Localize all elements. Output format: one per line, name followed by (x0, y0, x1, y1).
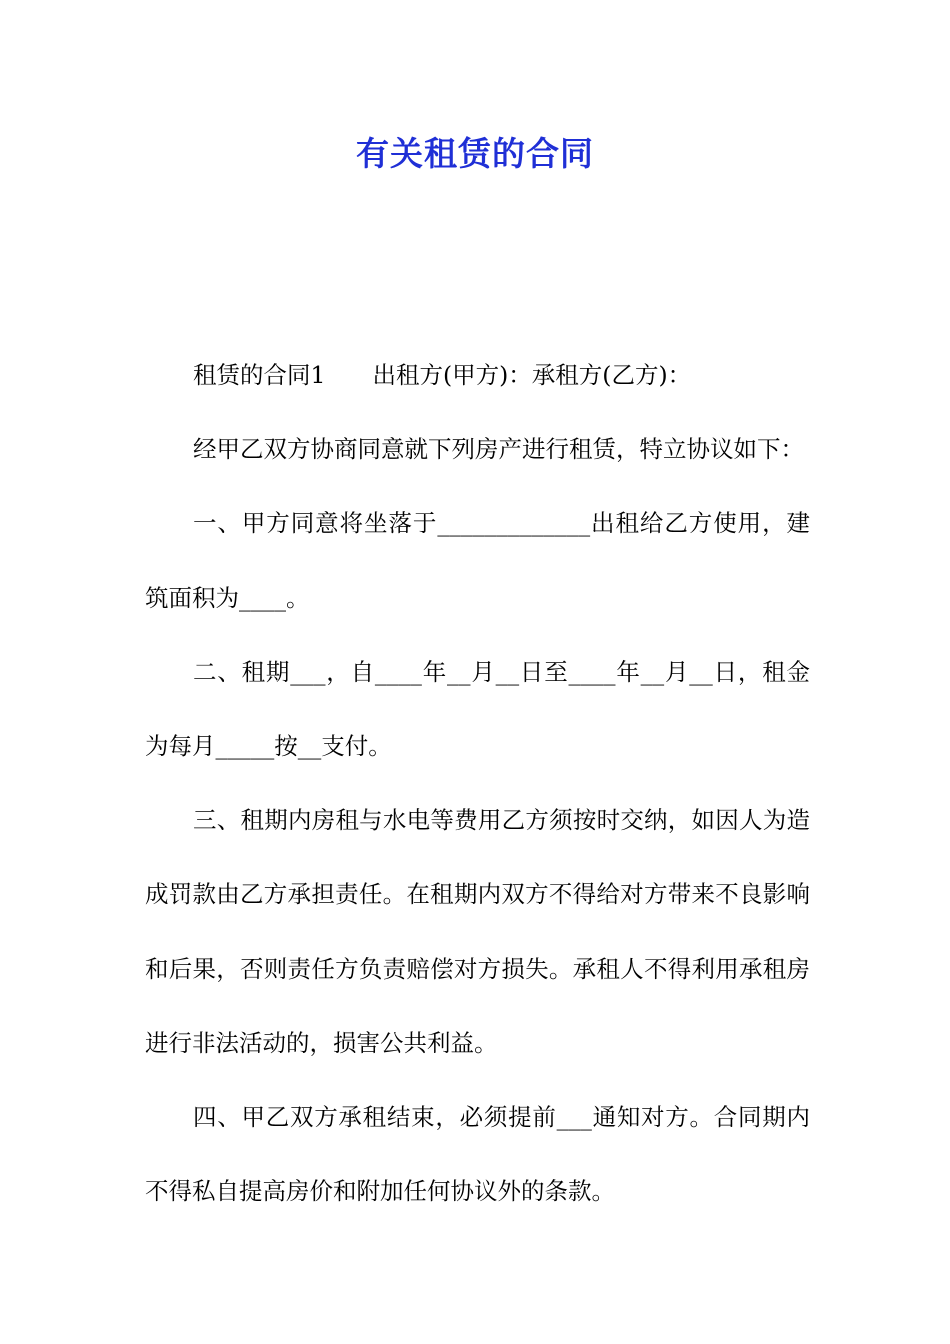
document-body (145, 338, 810, 1228)
paragraph-parties: 租赁的合同1 出租方(甲方)：承租方(乙方)： (193, 361, 692, 389)
paragraph-clause-3: 三、租期内房租与水电等费用乙方须按时交纳，如因人为造成罚款由乙方承担责任。在租期内双方不得给对方带来不良影响和后果，否则责任方负责赔偿对方损失。承租人不得利用承租房进行非法活动的，损害公共利益。 (145, 806, 810, 1057)
paragraph-clause-2: 二、租期___，自____年__月__日至____年__月__日，租金为每月_____按__支付。 (145, 657, 810, 761)
document-title: 有关租赁的合同 (356, 134, 594, 173)
paragraph-clause-4: 四、甲乙双方承租结束，必须提前___通知对方。合同期内不得私自提高房价和附加任何协议外的条款。 (145, 1103, 810, 1206)
paragraph-agreement-intro: 经甲乙双方协商同意就下列房产进行租赁，特立协议如下： (193, 435, 804, 464)
paragraph-clause-1: 一、甲方同意将坐落于_____________出租给乙方使用，建筑面积为____。 (145, 509, 810, 612)
